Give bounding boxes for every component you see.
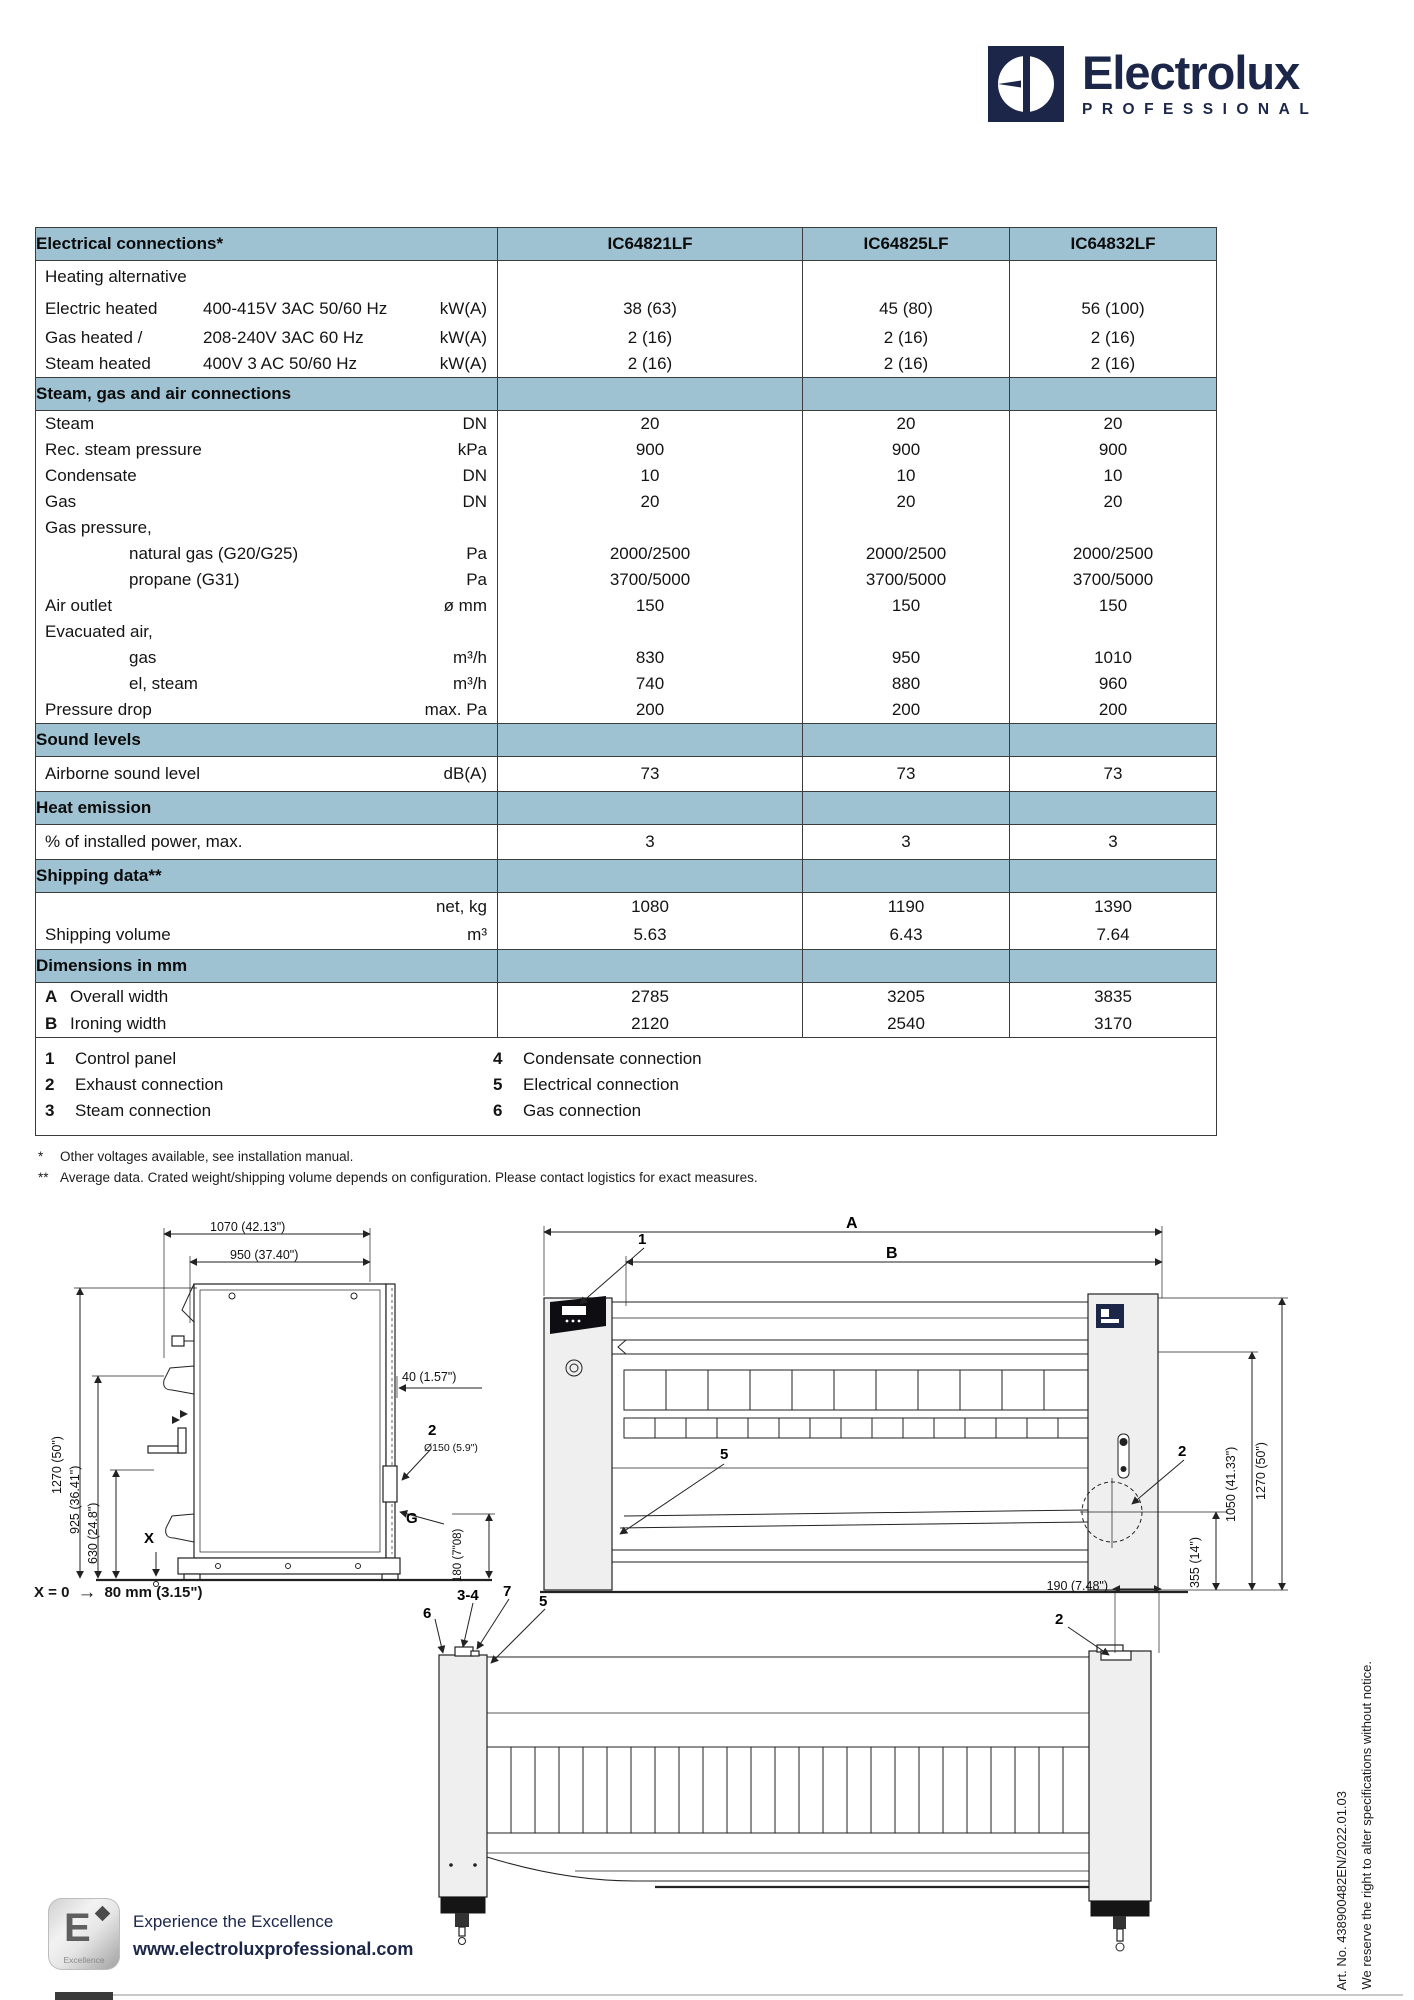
excellence-badge-icon (48, 1898, 120, 1970)
callout-gas: 6 (423, 1605, 432, 1622)
legend-item: 1 Control panel (45, 1049, 177, 1068)
side-view-drawing (34, 1218, 497, 1610)
electrolux-logo (988, 46, 1318, 122)
logo-text (1082, 46, 1318, 122)
footnote: ** Average data. Crated weight/shipping volume depends on configuration. Please contact logistics for exact measures. (38, 1170, 758, 1185)
machine-front-outline (540, 1294, 1228, 1592)
dim-label: 1050 (41.33") (1224, 1446, 1238, 1522)
rights-notice: We reserve the right to alter specifications without notice. (1359, 1661, 1374, 1990)
callout-control-panel: 1 (638, 1231, 647, 1248)
table-row: Shipping volume m³ 5.63 6.43 7.64 (36, 921, 1217, 950)
model-header: IC64825LF (803, 228, 1010, 261)
callout-electrical: 5 (720, 1446, 729, 1463)
x-offset-note: X = 0 → 80 mm (3.15") (34, 1581, 203, 1603)
section-band-row: Heat emission (36, 792, 1217, 825)
model-header: IC64832LF (1010, 228, 1217, 261)
front-view-drawing (540, 1215, 1295, 1610)
electrolux-symbol-icon (988, 46, 1064, 122)
table-header-row (36, 228, 1217, 261)
legend-row (36, 1038, 1217, 1136)
dim-label: 355 (14") (1188, 1537, 1202, 1588)
table-row: propane (G31) Pa 3700/5000 3700/5000 3700/5000 (36, 567, 1217, 593)
table-row: B Ironing width 2120 2540 3170 (36, 1010, 1217, 1038)
section-band-row: Steam, gas and air connections (36, 378, 1217, 411)
table-row: Airborne sound level dB(A) 73 73 73 (36, 757, 1217, 792)
dim-label-a: A (846, 1215, 858, 1232)
table-row: Pressure drop max. Pa 200 200 200 (36, 697, 1217, 724)
legend-item: 2 Exhaust connection (45, 1075, 224, 1094)
top-view-drawing (425, 1565, 1185, 1990)
legend-item: 3 Steam connection (45, 1101, 212, 1120)
diamond-icon (95, 1906, 111, 1922)
table-row: % of installed power, max. 3 3 3 (36, 825, 1217, 860)
callout-exhaust: 2 (1055, 1611, 1064, 1628)
section-band-row: Shipping data** (36, 860, 1217, 893)
footnotes (38, 1146, 758, 1188)
section-band-row: Dimensions in mm (36, 950, 1217, 983)
table-row: gas m³/h 830 950 1010 (36, 645, 1217, 671)
dim-label: 180 (7"08) (452, 1528, 464, 1582)
website-link[interactable]: www.electroluxprofessional.com (133, 1939, 414, 1959)
brand-name: Electrolux (1082, 46, 1300, 99)
callout-gas-g: G (406, 1510, 418, 1527)
legend-item: 5 Electrical connection (493, 1075, 679, 1094)
legend-item: 4 Condensate connection (493, 1049, 702, 1068)
art-number-note: Art. No. 438900482EN/2022.01.03 (1334, 1790, 1349, 1990)
page-edge (55, 1992, 113, 2000)
footer-text (133, 1912, 413, 1960)
table-row: el, steam m³/h 740 880 960 (36, 671, 1217, 697)
dim-label: 40 (1.57") (402, 1370, 457, 1384)
table-row: A Overall width 2785 3205 3835 (36, 983, 1217, 1011)
table-row: natural gas (G20/G25) Pa 2000/2500 2000/2500 2000/2500 (36, 541, 1217, 567)
callout-steam-condensate: 3-4 (457, 1587, 479, 1604)
legend-item: 6 Gas connection (493, 1101, 642, 1120)
table-row: Electric heated 400-415V 3AC 50/60 Hz kW(A) 38 (63) 45 (80) 56 (100) (36, 293, 1217, 325)
dim-label: 190 (7.48") (1046, 1579, 1108, 1593)
section-band-row: Sound levels (36, 724, 1217, 757)
table-row: Air outlet ø mm 150 150 150 (36, 593, 1217, 619)
label-x: X (144, 1530, 155, 1547)
table-row: net, kg 1080 1190 1390 (36, 893, 1217, 922)
model-header: IC64821LF (498, 228, 803, 261)
dim-label: 950 (37.40") (230, 1248, 299, 1262)
tagline: Experience the Excellence (133, 1912, 334, 1931)
footnote: * Other voltages available, see installation manual. (38, 1149, 354, 1164)
table-row: Heating alternative (36, 261, 1217, 294)
table-row: Condensate DN 10 10 10 (36, 463, 1217, 489)
section-title: Electrical connections* (36, 228, 498, 261)
callout-exhaust: 2 (1178, 1443, 1187, 1460)
dim-label: Ø150 (5.9") (424, 1442, 478, 1454)
table-row: Gas heated / 208-240V 3AC 60 Hz kW(A) 2 (16) 2 (16) 2 (16) (36, 325, 1217, 351)
page-edge-line (113, 1994, 1403, 1996)
callout-exhaust: 2 (428, 1422, 437, 1439)
callout-electrical: 5 (539, 1593, 548, 1610)
dim-label: 630 (24.8") (86, 1502, 100, 1564)
spec-table (35, 227, 1217, 1136)
table-row: Rec. steam pressure kPa 900 900 900 (36, 437, 1217, 463)
dim-label: 1070 (42.13") (210, 1220, 286, 1234)
machine-top-outline (439, 1645, 1151, 1951)
callout-legend (45, 1047, 1208, 1123)
dim-label-b: B (886, 1245, 898, 1262)
dim-label: 925 (36.41") (68, 1465, 82, 1534)
table-row: Gas DN 20 20 20 (36, 489, 1217, 515)
brand-subtitle: PROFESSIONAL (1082, 101, 1319, 118)
badge-caption: Excellence (63, 1955, 105, 1965)
callout-7: 7 (503, 1583, 512, 1600)
table-row: Evacuated air, (36, 619, 1217, 645)
badge-letter: E (64, 1906, 91, 1950)
front-dimension-lines (544, 1226, 1288, 1590)
table-row: Steam heated 400V 3 AC 50/60 Hz kW(A) 2 (16) 2 (16) 2 (16) (36, 351, 1217, 378)
table-row: Gas pressure, (36, 515, 1217, 541)
right-arrow-icon: → (77, 1581, 97, 1603)
table-row: Steam DN 20 20 20 (36, 411, 1217, 438)
dim-label: 1270 (50") (1254, 1442, 1268, 1500)
dim-label: 1270 (50") (50, 1436, 64, 1494)
